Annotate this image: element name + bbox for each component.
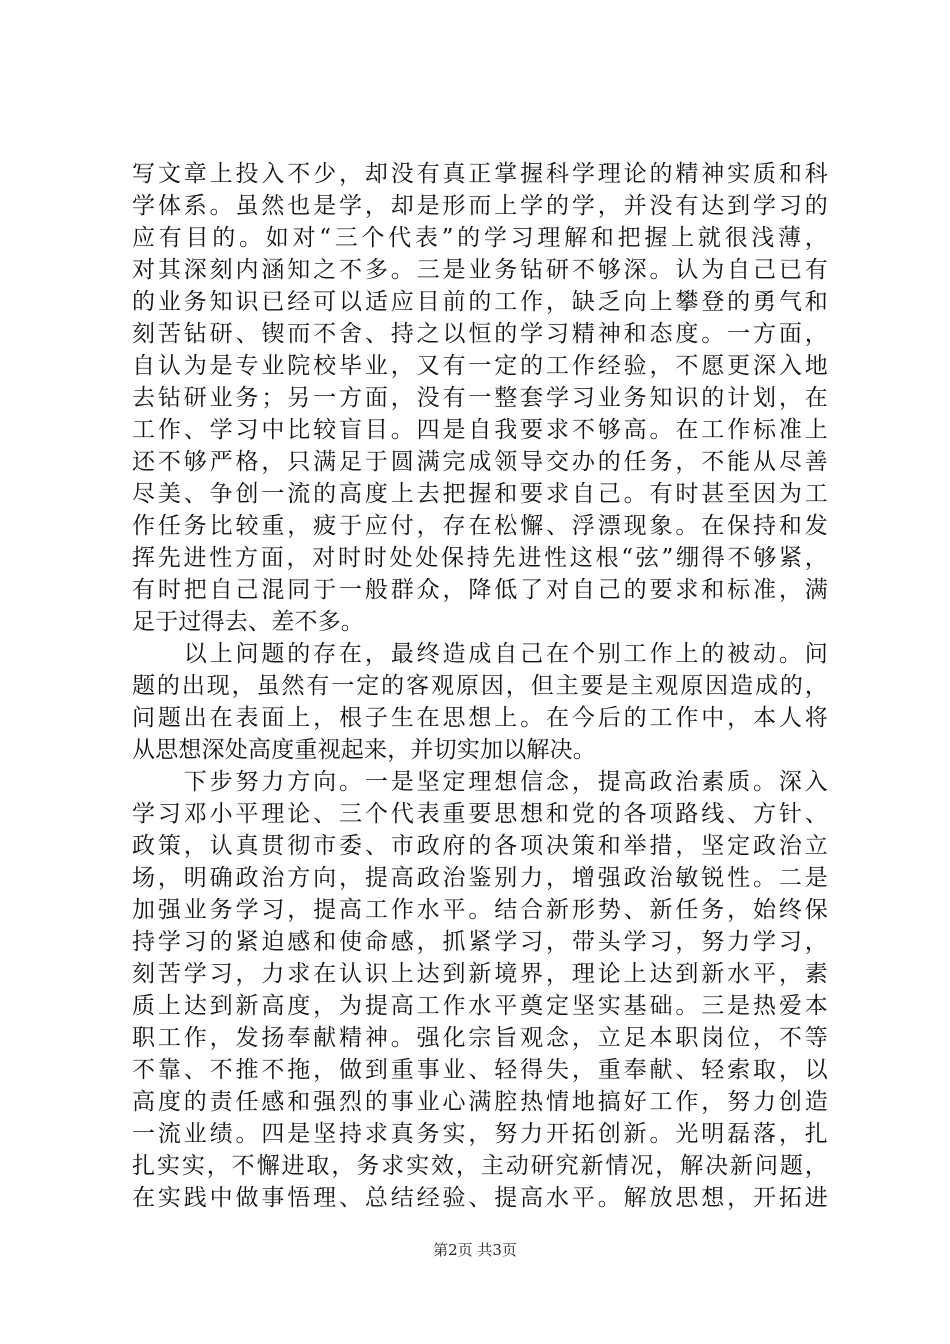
text-line: 作任务比较重，疲于应付，存在松懈、浮漂现象。在保持和发	[132, 513, 828, 539]
text-line: 刻苦学习，力求在认识上达到新境界，理论上达到新水平，素	[132, 961, 828, 987]
text-line: 学习邓小平理论、三个代表重要思想和党的各项路线、方针、	[132, 801, 828, 827]
page-number-footer: 第2页 共3页	[433, 1241, 517, 1259]
text-line: 学体系。虽然也是学，却是形而上学的学，并没有达到学习的	[132, 193, 828, 219]
text-line: 不靠、不推不拖，做到重事业、轻得失，重奉献、轻索取，以	[132, 1057, 828, 1083]
text-line: 质上达到新高度，为提高工作水平奠定坚实基础。三是热爱本	[132, 993, 828, 1019]
text-line: 刻苦钻研、锲而不舍、持之以恒的学习精神和态度。一方面，	[132, 321, 828, 347]
text-line: 自认为是专业院校毕业，又有一定的工作经验，不愿更深入地	[132, 353, 828, 379]
document-body	[132, 158, 828, 1214]
text-line: 在实践中做事悟理、总结经验、提高水平。解放思想，开拓进	[132, 1185, 828, 1211]
text-line: 加强业务学习，提高工作水平。结合新形势、新任务，始终保	[132, 897, 828, 923]
text-line: 高度的责任感和强烈的事业心满腔热情地搞好工作，努力创造	[132, 1089, 828, 1115]
text-line: 去钻研业务；另一方面，没有一整套学习业务知识的计划，在	[132, 385, 828, 411]
text-line: 职工作，发扬奉献精神。强化宗旨观念，立足本职岗位，不等	[132, 1025, 828, 1051]
text-line: 的业务知识已经可以适应目前的工作，缺乏向上攀登的勇气和	[132, 289, 828, 315]
text-line: 场，明确政治方向，提高政治鉴别力，增强政治敏锐性。二是	[132, 865, 828, 891]
text-line: 扎实实，不懈进取，务求实效，主动研究新情况，解决新问题，	[132, 1153, 828, 1179]
text-line: 工作、学习中比较盲目。四是自我要求不够高。在工作标准上	[132, 417, 828, 443]
text-line: 尽美、争创一流的高度上去把握和要求自己。有时甚至因为工	[132, 481, 828, 507]
text-line: 有时把自己混同于一般群众，降低了对自己的要求和标准，满	[132, 577, 828, 603]
text-line: 下步努力方向。一是坚定理想信念，提高政治素质。深入	[132, 769, 828, 795]
text-line: 问题出在表面上，根子生在思想上。在今后的工作中，本人将	[132, 705, 828, 731]
paragraph-end-line: 从思想深处高度重视起来，并切实加以解决。	[132, 737, 596, 763]
text-line: 写文章上投入不少，却没有真正掌握科学理论的精神实质和科	[132, 161, 828, 187]
text-line: 以上问题的存在，最终造成自己在个别工作上的被动。问	[132, 641, 828, 667]
text-line: 还不够严格，只满足于圆满完成领导交办的任务，不能从尽善	[132, 449, 828, 475]
paragraph-end-line: 足于过得去、差不多。	[132, 609, 364, 635]
text-line: 持学习的紧迫感和使命感，抓紧学习，带头学习，努力学习，	[132, 929, 828, 955]
text-line: 对其深刻内涵知之不多。三是业务钻研不够深。认为自己已有	[132, 257, 828, 283]
text-line: 一流业绩。四是坚持求真务实，努力开拓创新。光明磊落，扎	[132, 1121, 828, 1147]
text-line: 题的出现，虽然有一定的客观原因，但主要是主观原因造成的，	[132, 673, 828, 699]
text-line: 挥先进性方面，对时时处处保持先进性这根“弦”绷得不够紧，	[132, 545, 828, 571]
text-line: 应有目的。如对“三个代表”的学习理解和把握上就很浅薄，	[132, 225, 828, 251]
text-line: 政策，认真贯彻市委、市政府的各项决策和举措，坚定政治立	[132, 833, 828, 859]
